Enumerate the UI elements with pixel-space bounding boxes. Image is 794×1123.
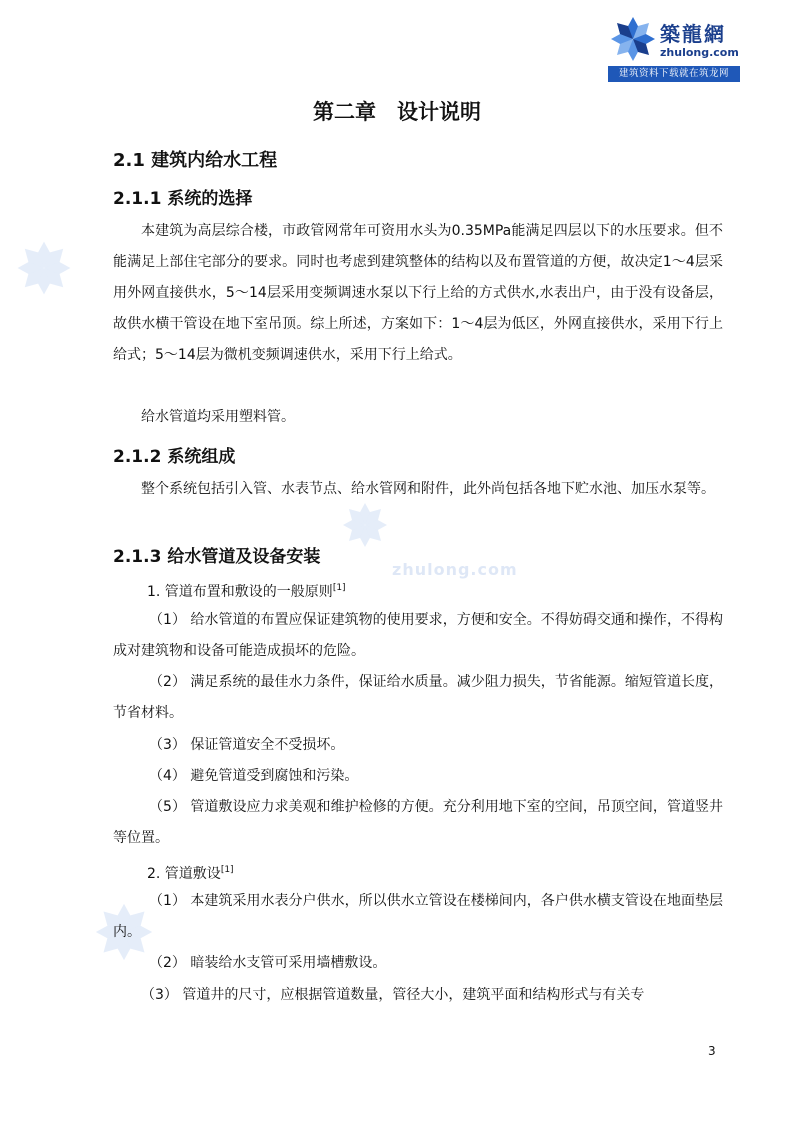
watermark-flake-icon (340, 500, 390, 550)
citation-ref: [1] (220, 865, 234, 875)
sub-heading-principles-text: 1. 管道布置和敷设的一般原则 (147, 584, 333, 600)
sub-heading-laying (147, 855, 234, 890)
zhulong-logo (608, 14, 740, 82)
paragraph-pipe-material: 给水管道均采用塑料管。 (141, 409, 295, 425)
sub-heading-principles (147, 573, 346, 608)
logo-slogan: 建筑资料下载就在筑龙网 (608, 66, 740, 82)
list-item: （1） 给水管道的布置应保证建筑物的使用要求，方便和安全。不得妨碍交通和操作，不得构成对建筑物和设备可能造成损坏的危险。 (113, 612, 723, 659)
paragraph-system-composition: 整个系统包括引入管、水表节点、给水管网和附件，此外尚包括各地下贮水池、加压水泵等。 (141, 481, 715, 497)
list-item: （4） 避免管道受到腐蚀和污染。 (149, 768, 359, 784)
watermark-flake-icon (14, 238, 74, 298)
sub-heading-laying-text: 2. 管道敷设 (147, 866, 221, 882)
logo-brand-cn: 築龍網 (660, 22, 726, 46)
citation-ref: [1] (332, 583, 346, 593)
chapter-title: 第二章 设计说明 (313, 100, 481, 124)
subsection-title-2-1-2: 2.1.2 系统组成 (113, 447, 236, 467)
paragraph-system-choice: 本建筑为高层综合楼，市政管网常年可资用水头为0.35MPa能满足四层以下的水压要求。但不能满足上部住宅部分的要求。同时也考虑到建筑整体的结构以及布置管道的方便，故决定1～4层采用外网直接供水，5～14层采用变频调速水泵以下行上给的方式供水,水表出户，由于没有设备层，故供水横干管设在地下室吊顶。综上所述，方案如下：1～4层为低区，外网直接供水，采用下行上给式；5～14层为微机变频调速供水，采用下行上给式。 (113, 223, 723, 363)
subsection-title-2-1-3: 2.1.3 给水管道及设备安装 (113, 547, 321, 567)
page-number: 3 (708, 1044, 716, 1058)
watermark-text: zhulong.com (392, 560, 518, 579)
list-item: （5） 管道敷设应力求美观和维护检修的方便。充分利用地下室的空间，吊顶空间，管道竖井等位置。 (113, 799, 723, 846)
section-title: 2.1 建筑内给水工程 (113, 150, 278, 171)
list-item: （1） 本建筑采用水表分户供水，所以供水立管设在楼梯间内，各户供水横支管设在地面垫层内。 (113, 893, 723, 940)
list-item: （3） 管道井的尺寸，应根据管道数量，管径大小，建筑平面和结构形式与有关专 (141, 987, 645, 1003)
subsection-title-2-1-1: 2.1.1 系统的选择 (113, 189, 253, 209)
logo-brand-url: zhulong.com (660, 46, 739, 59)
list-item: （3） 保证管道安全不受损坏。 (149, 737, 345, 753)
list-item: （2） 暗装给水支管可采用墙槽敷设。 (149, 955, 387, 971)
list-item: （2） 满足系统的最佳水力条件，保证给水质量。减少阻力损失，节省能源。缩短管道长度，节省材料。 (113, 674, 723, 721)
snowflake-logo-icon (608, 14, 658, 64)
